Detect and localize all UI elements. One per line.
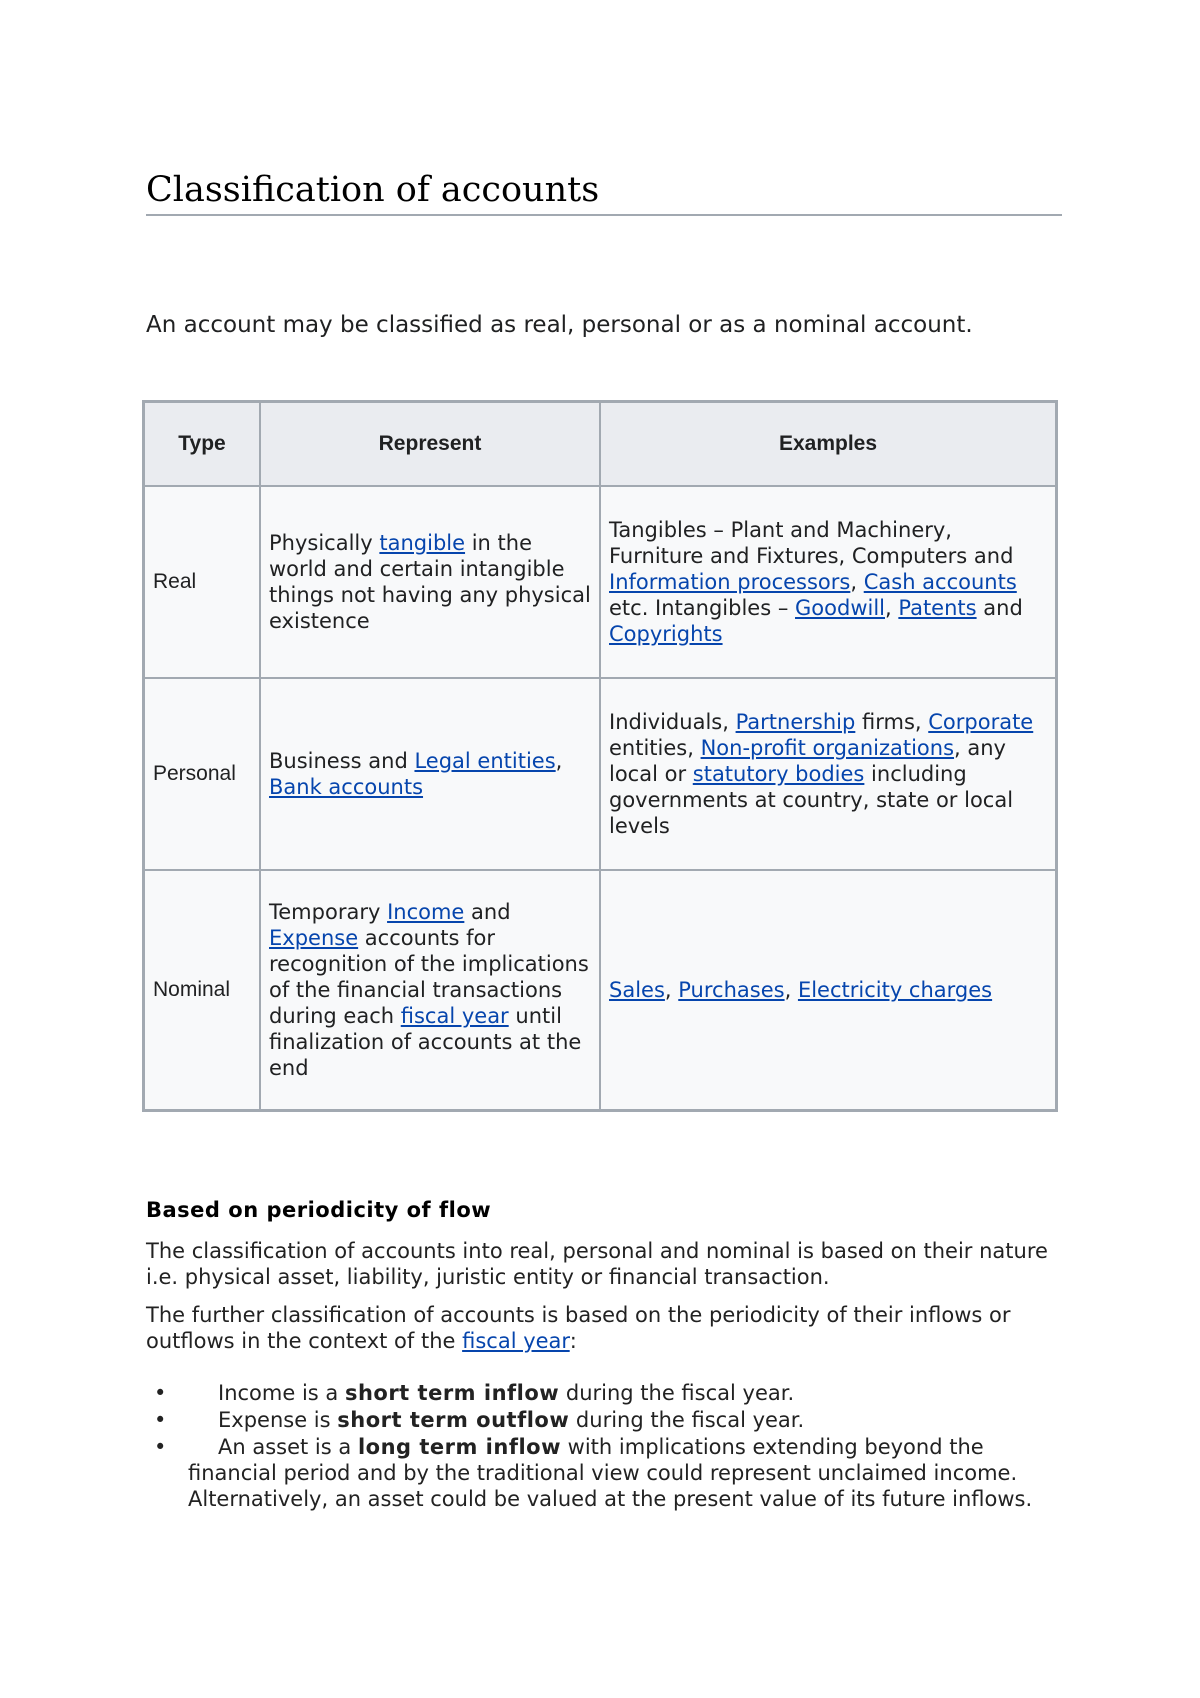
link-bank-accounts[interactable]: Bank accounts — [269, 775, 424, 799]
link-legal-entities[interactable]: Legal entities — [414, 749, 556, 773]
section-paragraph-2 — [146, 1302, 1062, 1354]
cell-type-personal: Personal — [144, 678, 261, 870]
bold-text: long term inflow — [357, 1435, 561, 1459]
text: , — [885, 596, 899, 620]
accounts-table — [142, 400, 1058, 1112]
text: Physically — [269, 531, 380, 555]
link-information-processors[interactable]: Information processors — [609, 570, 851, 594]
text: Temporary — [269, 900, 388, 924]
cell-examples-personal — [600, 678, 1057, 870]
header-represent: Represent — [260, 402, 600, 487]
text: , any local or — [609, 736, 1006, 786]
text: firms, — [855, 710, 929, 734]
cell-examples-real — [600, 486, 1057, 678]
text: during the fiscal year. — [569, 1408, 805, 1432]
list-item — [146, 1407, 1062, 1433]
list-item — [146, 1380, 1062, 1406]
text: , — [850, 570, 864, 594]
table-header-row — [144, 402, 1057, 487]
intro-text: An account may be classified as real, personal or as a nominal account. — [146, 312, 973, 338]
bullet-list — [146, 1380, 1062, 1513]
link-purchases[interactable]: Purchases — [678, 978, 785, 1002]
text: during the fiscal year. — [559, 1381, 795, 1405]
table-row-nominal — [144, 870, 1057, 1111]
link-expense[interactable]: Expense — [269, 926, 359, 950]
bold-text: short term outflow — [337, 1408, 570, 1432]
header-type: Type — [144, 402, 261, 487]
link-tangible[interactable]: tangible — [379, 531, 466, 555]
link-partnership[interactable]: Partnership — [735, 710, 856, 734]
link-electricity-charges[interactable]: Electricity charges — [797, 978, 993, 1002]
text: An asset is a — [218, 1435, 358, 1459]
link-sales[interactable]: Sales — [609, 978, 665, 1002]
cell-type-nominal: Nominal — [144, 870, 261, 1111]
text: accounts for recognition of the implications of the financial transactions during each — [269, 926, 589, 1028]
header-examples: Examples — [600, 402, 1057, 487]
link-goodwill[interactable]: Goodwill — [795, 596, 885, 620]
table-row-personal — [144, 678, 1057, 870]
page-title: Classification of accounts — [146, 168, 1062, 216]
link-corporate[interactable]: Corporate — [928, 710, 1034, 734]
text: Expense is — [218, 1408, 338, 1432]
link-cash-accounts[interactable]: Cash accounts — [863, 570, 1017, 594]
text: including governments at country, state or local levels — [609, 762, 1014, 838]
link-income[interactable]: Income — [387, 900, 465, 924]
text: , — [784, 978, 798, 1002]
table-row-real — [144, 486, 1057, 678]
cell-examples-nominal — [600, 870, 1057, 1111]
text: Income is a — [218, 1381, 345, 1405]
text: in the world and certain intangible things not having any physical existence — [269, 531, 591, 633]
text: with implications extending beyond the financial period and by the traditional view could represent unclaimed income. Alternatively, an asset could be valued at the present value of its future inflows. — [188, 1435, 1033, 1511]
text: etc. Intangibles – — [609, 596, 796, 620]
cell-represent-real — [260, 486, 600, 678]
cell-type-real: Real — [144, 486, 261, 678]
text: Individuals, — [609, 710, 736, 734]
text: The further classification of accounts is based on the periodicity of their inflows or outflows in the context of the — [146, 1303, 1011, 1353]
list-item — [146, 1434, 1062, 1512]
cell-represent-nominal — [260, 870, 600, 1111]
link-copyrights[interactable]: Copyrights — [609, 622, 723, 646]
section-heading: Based on periodicity of flow — [146, 1198, 492, 1222]
text: and — [464, 900, 511, 924]
link-fiscal-year-2[interactable]: fiscal year — [462, 1329, 570, 1353]
text: Tangibles – Plant and Machinery, Furniture and Fixtures, Computers and — [609, 518, 1014, 568]
link-non-profit-organizations[interactable]: Non-profit organizations — [700, 736, 955, 760]
bold-text: short term inflow — [344, 1381, 560, 1405]
text: entities, — [609, 736, 701, 760]
section-paragraph-1: The classification of accounts into real, personal and nominal is based on their nature i.e. physical asset, liability, juristic entity or financial transaction. — [146, 1239, 1048, 1289]
text: , — [555, 749, 563, 773]
bullet-icon: • — [154, 1435, 167, 1459]
text: , — [664, 978, 679, 1002]
bullet-icon: • — [154, 1408, 167, 1432]
text: and — [976, 596, 1023, 620]
link-statutory-bodies[interactable]: statutory bodies — [692, 762, 865, 786]
link-fiscal-year[interactable]: fiscal year — [400, 1004, 509, 1028]
text: Business and — [269, 749, 415, 773]
link-patents[interactable]: Patents — [898, 596, 977, 620]
text: until finalization of accounts at the end — [269, 1004, 582, 1080]
cell-represent-personal — [260, 678, 600, 870]
text: : — [569, 1329, 577, 1353]
bullet-icon: • — [154, 1381, 167, 1405]
